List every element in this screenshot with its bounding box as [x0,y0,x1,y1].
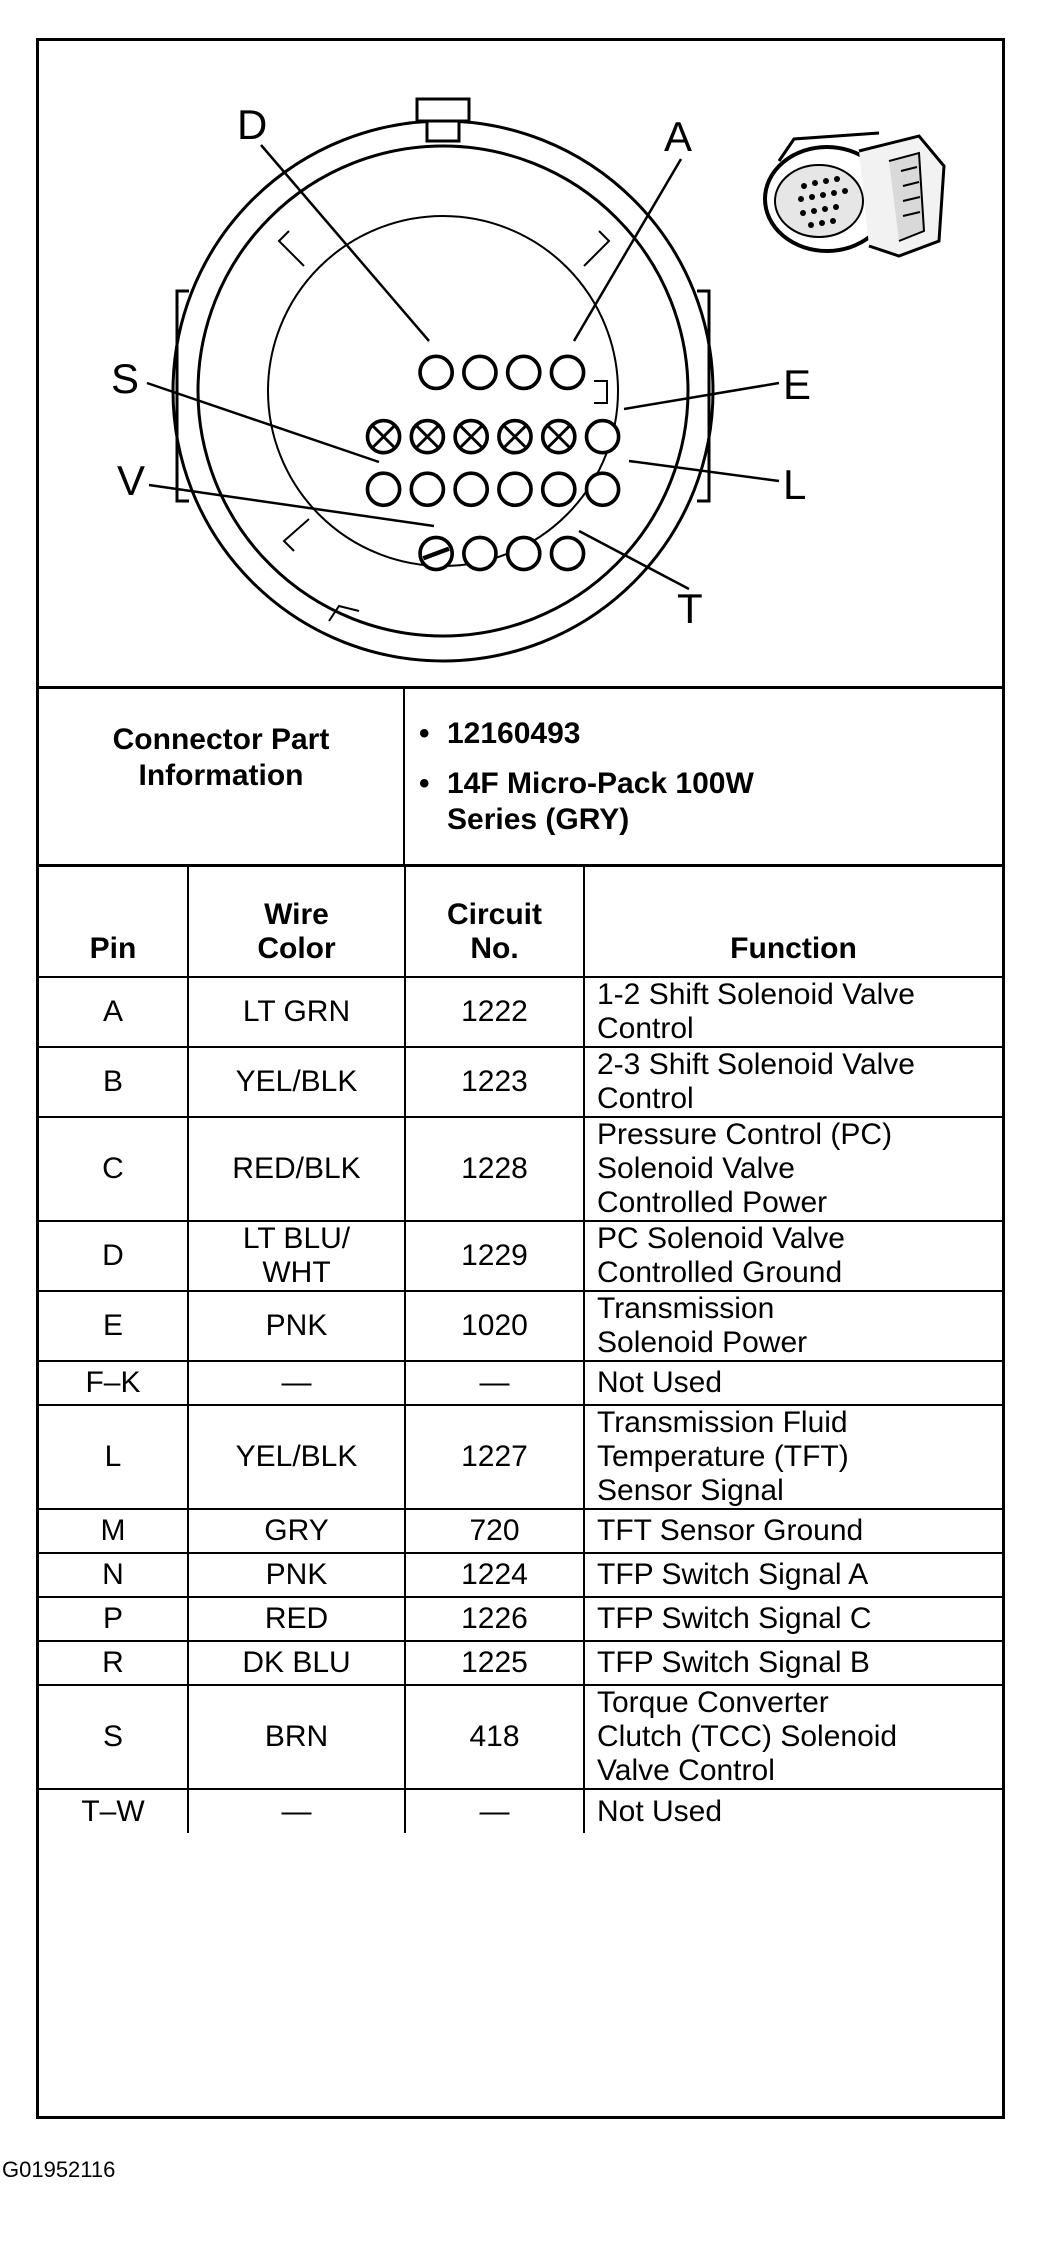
connector-info-values [407,716,997,852]
pin-label-e: E [783,361,812,408]
pin-cell: P [39,1597,188,1641]
pin-cell: N [39,1553,188,1597]
wire-color-cell: PNK [188,1553,405,1597]
pin-cell: E [39,1291,188,1361]
header-wire-color: Wire Color [188,864,405,977]
pin-cavity [587,473,619,505]
pin-cavity [499,473,531,505]
function-cell: Not Used [584,1789,1002,1833]
connector-part-number [407,716,997,752]
circuit-cell: 720 [405,1509,584,1553]
wire-color-cell: — [188,1789,405,1833]
connector-series-text: 14F Micro-Pack 100W Series (GRY) [447,767,754,836]
function-cell: PC Solenoid Valve Controlled Ground [584,1221,1002,1291]
pin-cavity [587,421,619,453]
pin-cavity [368,473,400,505]
keyway-upper-left [279,231,304,266]
function-cell: Pressure Control (PC) Solenoid Valve Controlled Power [584,1117,1002,1221]
connector-part-number-text: 12160493 [447,717,581,750]
table-row [39,977,1002,1047]
circuit-cell: 1020 [405,1291,584,1361]
wire-color-cell: YEL/BLK [188,1405,405,1509]
wire-color-cell: LT GRN [188,977,405,1047]
function-cell: Not Used [584,1361,1002,1405]
circuit-cell: 1222 [405,977,584,1047]
leader-a [574,159,681,341]
circuit-cell: 1226 [405,1597,584,1641]
wire-color-cell: — [188,1361,405,1405]
pin-cavity [455,473,487,505]
pin-cell: R [39,1641,188,1685]
pin-label-l: L [783,461,807,508]
connector-info-label: Connector Part Information [39,686,405,864]
wire-color-cell: PNK [188,1291,405,1361]
top-key [427,121,459,141]
function-cell: Transmission Solenoid Power [584,1291,1002,1361]
cavity-group [368,356,619,569]
header-circuit-no: Circuit No. [405,864,584,977]
pin-cavity [508,356,540,388]
circuit-cell: 1225 [405,1641,584,1685]
connector-outer-ring [173,121,713,661]
wire-color-cell: LT BLU/ WHT [188,1221,405,1291]
pin-cavity [543,473,575,505]
table-row [39,1221,1002,1291]
pin-label-t: T [677,585,703,632]
pin-cell: T–W [39,1789,188,1833]
pin-label-d: D [237,101,268,148]
function-cell: Transmission Fluid Temperature (TFT) Sensor Signal [584,1405,1002,1509]
table-row [39,1789,1002,1833]
connector-face-diagram [39,41,1002,689]
circuit-cell: — [405,1361,584,1405]
function-cell: 1-2 Shift Solenoid Valve Control [584,977,1002,1047]
pin-label-s: S [111,355,140,402]
pin-label-a: A [664,113,693,160]
wire-color-cell: RED/BLK [188,1117,405,1221]
leader-e [624,383,779,409]
connector-part-information [39,686,1002,867]
connector-face-svg [39,41,1002,686]
pin-label-v: V [117,457,146,504]
table-row [39,1361,1002,1405]
table-row [39,1597,1002,1641]
pin-cell: F–K [39,1361,188,1405]
pin-cavity [508,537,540,569]
bullet: • [419,717,430,750]
circuit-cell: 1228 [405,1117,584,1221]
wire-color-cell: BRN [188,1685,405,1789]
pin-cell: L [39,1405,188,1509]
connector-insert-ring [268,216,618,566]
pin-cell: A [39,977,188,1047]
table-row [39,1405,1002,1509]
table-row [39,1553,1002,1597]
circuit-cell: 1224 [405,1553,584,1597]
pin-table [39,864,1002,1833]
connector-thumbnail-image [765,133,944,256]
function-cell: TFT Sensor Ground [584,1509,1002,1553]
pin-cavity [464,356,496,388]
table-row [39,1641,1002,1685]
circuit-cell: 1223 [405,1047,584,1117]
pin-cell: D [39,1221,188,1291]
pin-cavity [420,356,452,388]
pin-cavity [551,356,583,388]
bullet: • [419,767,430,800]
pin-cavity [411,473,443,505]
header-function: Function [584,864,1002,977]
pin-cell: M [39,1509,188,1553]
table-row [39,1685,1002,1789]
wire-color-cell: YEL/BLK [188,1047,405,1117]
pin-table-header [39,864,1002,977]
wire-color-cell: DK BLU [188,1641,405,1685]
function-cell: TFP Switch Signal B [584,1641,1002,1685]
connector-sheet [36,38,1005,2119]
pin-cavity [551,537,583,569]
pin-cavity [464,537,496,569]
connector-series [407,766,997,838]
wire-color-cell: RED [188,1597,405,1641]
header-pin: Pin [39,864,188,977]
top-latch [417,99,469,121]
figure-code: G01952116 [2,2157,116,2182]
table-row [39,1291,1002,1361]
keyway-upper-right [584,231,609,266]
table-row [39,1047,1002,1117]
function-cell: TFP Switch Signal A [584,1553,1002,1597]
keyway-lower-left [284,519,309,551]
pin-cell: B [39,1047,188,1117]
pin-cell: C [39,1117,188,1221]
table-row [39,1509,1002,1553]
circuit-cell: 1229 [405,1221,584,1291]
circuit-cell: 418 [405,1685,584,1789]
circuit-cell: 1227 [405,1405,584,1509]
leader-s [147,383,379,462]
keyway-right [594,381,607,403]
function-cell: Torque Converter Clutch (TCC) Solenoid Valve Control [584,1685,1002,1789]
wire-color-cell: GRY [188,1509,405,1553]
pin-cell: S [39,1685,188,1789]
table-row [39,1117,1002,1221]
function-cell: TFP Switch Signal C [584,1597,1002,1641]
circuit-cell: — [405,1789,584,1833]
function-cell: 2-3 Shift Solenoid Valve Control [584,1047,1002,1117]
